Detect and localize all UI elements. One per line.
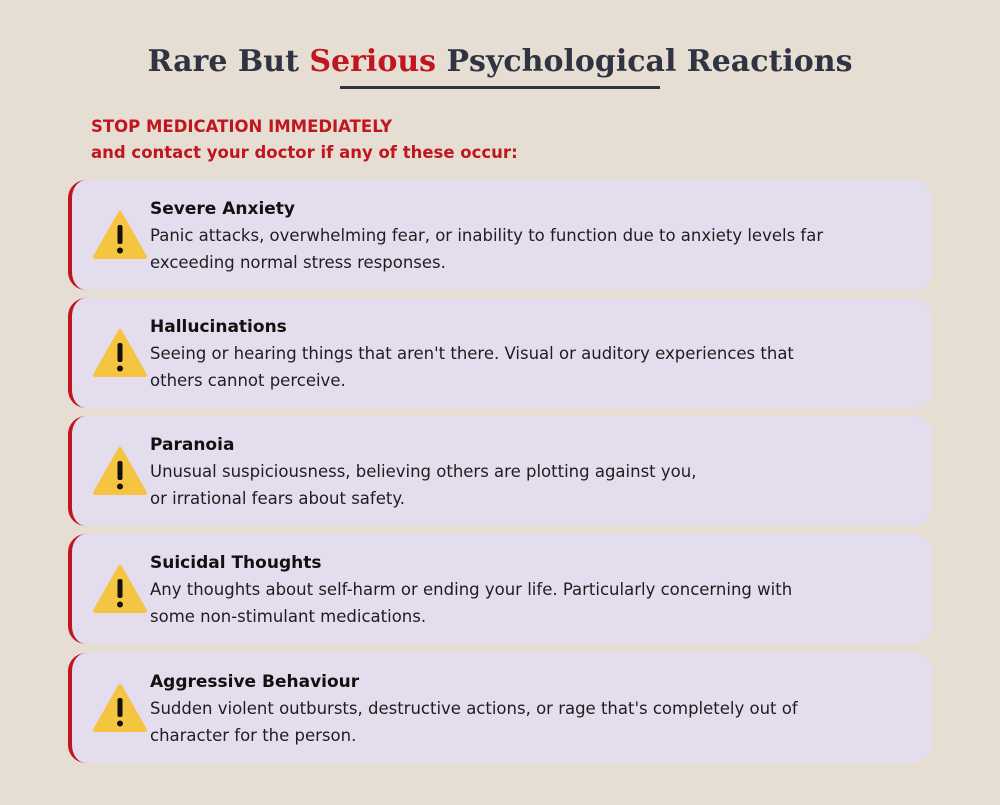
reaction-description (150, 340, 930, 394)
reaction-description-line: Seeing or hearing things that aren't there. Visual or auditory experiences that (150, 344, 794, 363)
reaction-description-line: or irrational fears about safety. (150, 489, 405, 508)
reaction-description-line: character for the person. (150, 726, 357, 745)
reaction-card-severe-anxiety (68, 180, 932, 290)
warning-line-2: and contact your doctor if any of these occur: (91, 143, 518, 162)
title-part-2: Psychological Reactions (436, 44, 853, 79)
reaction-heading: Aggressive Behaviour (150, 672, 360, 692)
reaction-description (150, 222, 930, 276)
title-part-1: Rare But (147, 44, 310, 79)
warning-line-1: STOP MEDICATION IMMEDIATELY (91, 117, 393, 136)
reaction-description-line: Panic attacks, overwhelming fear, or inability to function due to anxiety levels far (150, 226, 824, 245)
reaction-card-suicidal-thoughts (68, 534, 932, 644)
reaction-heading: Hallucinations (150, 317, 287, 337)
reaction-description-line: others cannot perceive. (150, 371, 346, 390)
warning-triangle-icon (92, 683, 148, 733)
reaction-description-line: exceeding normal stress responses. (150, 253, 446, 272)
reaction-card-paranoia (68, 416, 932, 526)
reaction-description-line: Unusual suspiciousness, believing others are plotting against you, (150, 462, 697, 481)
reaction-card-aggressive-behaviour (68, 653, 932, 763)
reaction-card-hallucinations (68, 298, 932, 408)
warning-notice (91, 114, 518, 166)
reaction-description-line: some non-stimulant medications. (150, 607, 427, 626)
reaction-heading: Suicidal Thoughts (150, 553, 322, 573)
warning-triangle-icon (92, 210, 148, 260)
reaction-description (150, 576, 930, 630)
warning-triangle-icon (92, 446, 148, 496)
warning-triangle-icon (92, 328, 148, 378)
reaction-description-line: Sudden violent outbursts, destructive actions, or rage that's completely out of (150, 699, 798, 718)
reaction-heading: Paranoia (150, 435, 235, 455)
title-underline (340, 86, 660, 89)
page-title (0, 42, 1000, 82)
warning-triangle-icon (92, 564, 148, 614)
reaction-description (150, 695, 930, 749)
reaction-description (150, 458, 930, 512)
title-accent: Serious (309, 44, 437, 79)
reaction-heading: Severe Anxiety (150, 199, 296, 219)
reaction-description-line: Any thoughts about self-harm or ending your life. Particularly concerning with (150, 580, 793, 599)
